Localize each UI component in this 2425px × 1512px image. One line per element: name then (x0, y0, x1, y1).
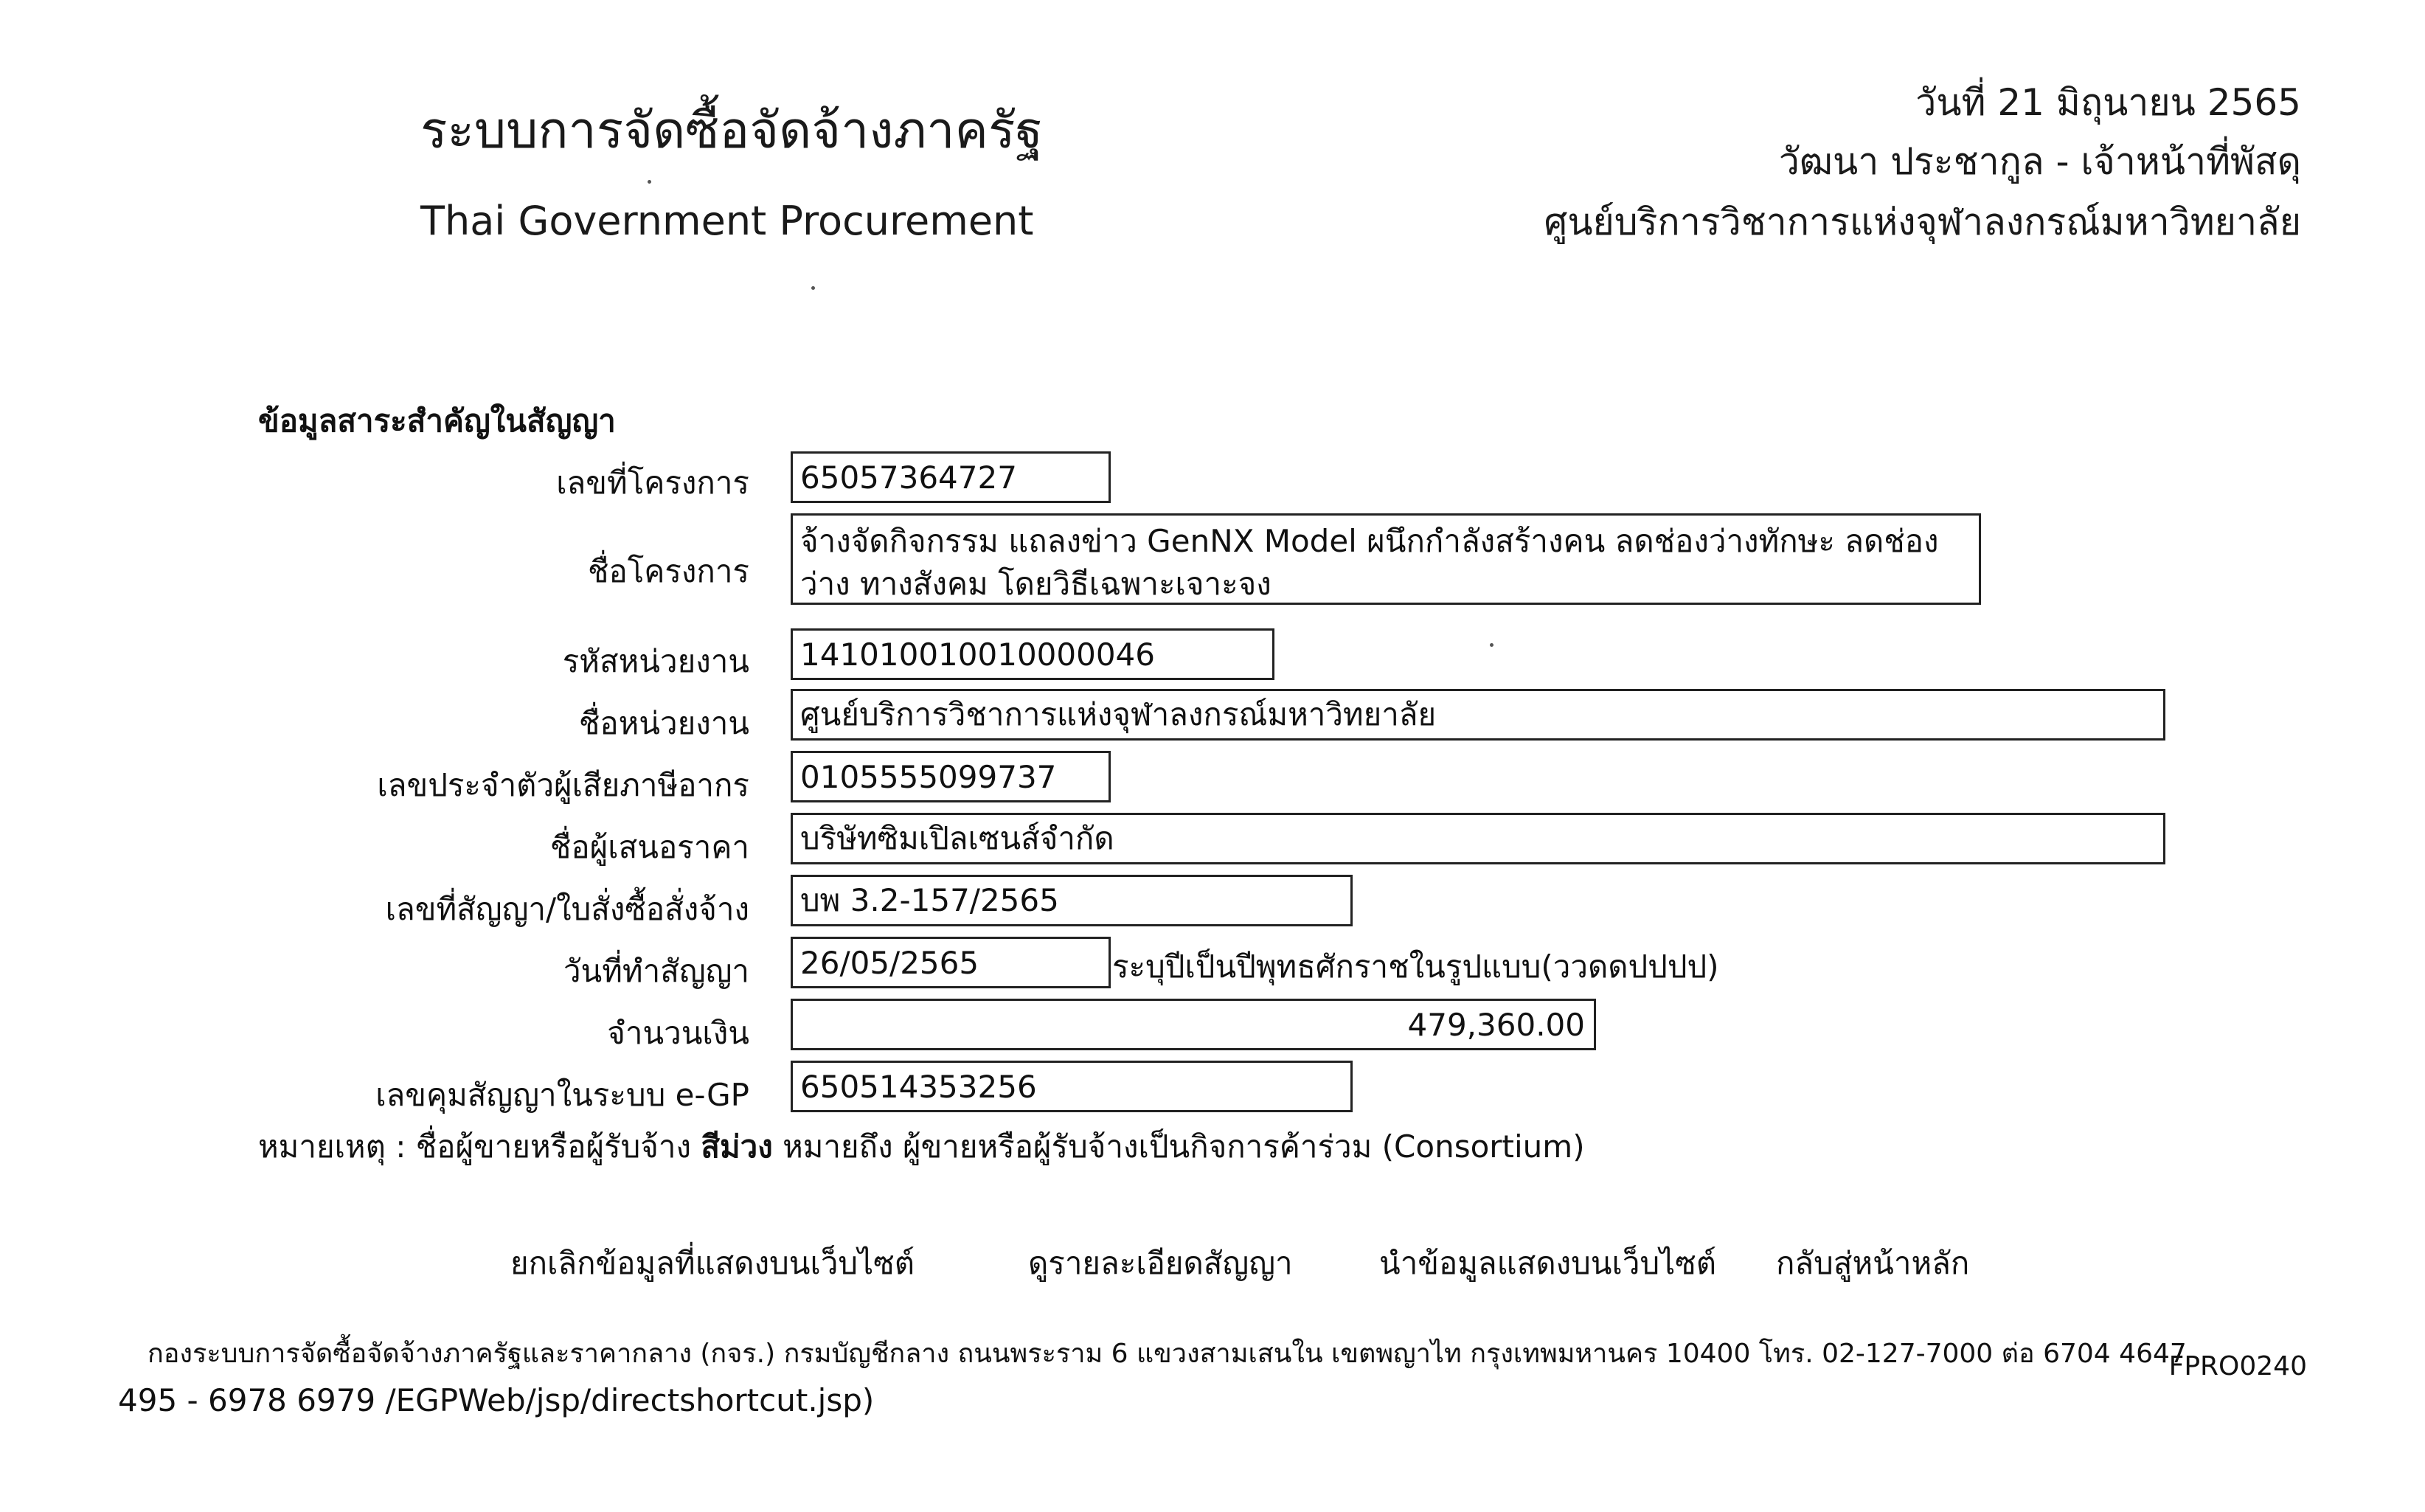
header-date: วันที่ 21 มิถุนายน 2565 (1915, 81, 2301, 124)
back-to-home-link[interactable]: กลับสู่หน้าหลัก (1776, 1245, 1970, 1281)
system-title-thai: ระบบการจัดซื้อจัดจ้างภาครัฐ (420, 102, 1044, 160)
scan-speck (648, 180, 651, 184)
cancel-publish-link[interactable]: ยกเลิกข้อมูลที่แสดงบนเว็บไซต์ (510, 1245, 915, 1281)
egp-no-label: เลขคุมสัญญาในระบบ e-GP (375, 1077, 749, 1113)
agency-name-field[interactable]: ศูนย์บริการวิชาการแห่งจุฬาลงกรณ์มหาวิทยาลัย (791, 689, 2165, 741)
contract-no-field[interactable]: บพ 3.2-157/2565 (791, 875, 1353, 926)
header-user: วัฒนา ประชากูล - เจ้าหน้าที่พัสดุ (1778, 140, 2301, 183)
note-highlight: สีม่วง (701, 1128, 773, 1165)
scan-speck (811, 286, 815, 290)
contract-date-label: วันที่ทำสัญญา (563, 953, 749, 989)
note-prefix: หมายเหตุ : ชื่อผู้ขายหรือผู้รับจ้าง (258, 1128, 701, 1165)
agency-code-field[interactable]: 141010010010000046 (791, 628, 1274, 680)
tax-id-label: เลขประจำตัวผู้เสียภาษีอากร (377, 767, 749, 803)
amount-label: จำนวนเงิน (607, 1015, 749, 1051)
scan-speck (1490, 643, 1493, 647)
contract-date-field[interactable]: 26/05/2565 (791, 937, 1111, 988)
contract-no-label: เลขที่สัญญา/ใบสั่งซื้อสั่งจ้าง (385, 891, 749, 927)
project-name-field[interactable]: จ้างจัดกิจกรรม แถลงข่าว GenNX Model ผนึกกำลังสร้างคน ลดช่องว่างทักษะ ลดช่องว่าง ทางสังคม โดยวิธีเฉพาะเจาะจง (791, 513, 1981, 605)
view-contract-details-link[interactable]: ดูรายละเอียดสัญญา (1028, 1245, 1293, 1281)
egp-no-field[interactable]: 650514353256 (791, 1061, 1353, 1112)
system-title-english: Thai Government Procurement (420, 198, 1034, 244)
agency-name-label: ชื่อหน่วยงาน (578, 705, 749, 741)
project-no-label: เลขที่โครงการ (556, 465, 749, 501)
project-no-field[interactable]: 65057364727 (791, 451, 1111, 503)
footer-address: กองระบบการจัดซื้อจัดจ้างภาครัฐและราคากลาง (กจร.) กรมบัญชีกลาง ถนนพระราม 6 แขวงสามเสนใน เขตพญาไท กรุงเทพมหานคร 10400 โทร. 02-127-7000 ต่อ 6704 4647 (148, 1339, 2187, 1369)
amount-field[interactable]: 479,360.00 (791, 999, 1596, 1050)
publish-to-website-link[interactable]: นำข้อมูลแสดงบนเว็บไซต์ (1379, 1245, 1717, 1281)
header-organization: ศูนย์บริการวิชาการแห่งจุฬาลงกรณ์มหาวิทยาลัย (1544, 201, 2301, 243)
agency-code-label: รหัสหน่วยงาน (562, 643, 749, 679)
page-url: 495 - 6978 6979 /EGPWeb/jsp/directshortcut.jsp) (118, 1382, 875, 1418)
project-name-label: ชื่อโครงการ (587, 553, 749, 589)
section-title: ข้อมูลสาระสำคัญในสัญญา (258, 403, 616, 439)
consortium-note (258, 1123, 1585, 1171)
tax-id-field[interactable]: 0105555099737 (791, 751, 1111, 802)
bidder-name-field[interactable]: บริษัทซิมเปิลเซนส์จำกัด (791, 813, 2165, 864)
page-code: FPRO0240 (2168, 1351, 2307, 1381)
contract-date-format-hint: ระบุปีเป็นปีพุทธศักราชในรูปแบบ(ววดดปปปป) (1112, 949, 1719, 985)
note-suffix: หมายถึง ผู้ขายหรือผู้รับจ้างเป็นกิจการค้าร่วม (Consortium) (772, 1128, 1585, 1165)
bidder-name-label: ชื่อผู้เสนอราคา (549, 829, 749, 865)
